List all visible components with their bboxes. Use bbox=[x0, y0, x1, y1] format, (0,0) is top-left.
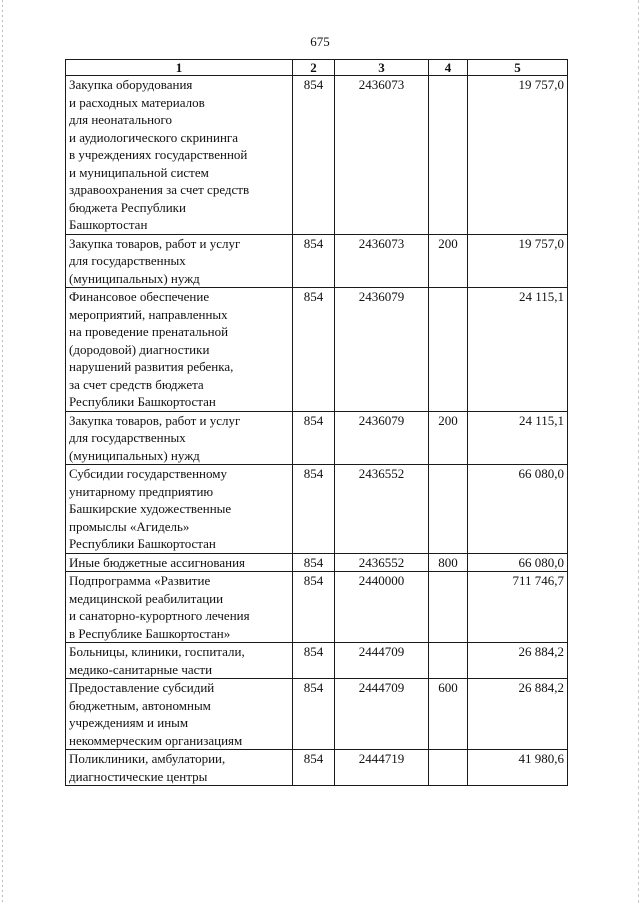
row-code-3-cell: 2436552 bbox=[335, 553, 429, 572]
table-row bbox=[66, 643, 568, 679]
table-row bbox=[66, 553, 568, 572]
row-code-4-cell bbox=[429, 76, 468, 235]
row-code-2-cell: 854 bbox=[293, 553, 335, 572]
row-code-2-cell: 854 bbox=[293, 465, 335, 554]
row-code-4-cell bbox=[429, 572, 468, 643]
row-code-2-cell: 854 bbox=[293, 76, 335, 235]
table-body bbox=[66, 76, 568, 786]
row-code-2-cell: 854 bbox=[293, 643, 335, 679]
row-code-3-cell: 2436079 bbox=[335, 411, 429, 465]
header-col-5: 5 bbox=[468, 60, 568, 76]
header-col-2: 2 bbox=[293, 60, 335, 76]
row-code-3-cell: 2440000 bbox=[335, 572, 429, 643]
page-number: 675 bbox=[310, 34, 330, 49]
row-name-cell: Финансовое обеспечение мероприятий, направленных на проведение пренатальной (дородовой) диагностики нарушений развития ребенка, за счет средств бюджета Республики Башкортостан bbox=[66, 288, 293, 412]
row-code-3-cell: 2436552 bbox=[335, 465, 429, 554]
row-code-2-cell: 854 bbox=[293, 288, 335, 412]
row-code-3-cell: 2444709 bbox=[335, 679, 429, 750]
row-name-cell: Больницы, клиники, госпитали, медико-санитарные части bbox=[66, 643, 293, 679]
row-code-3-cell: 2436073 bbox=[335, 234, 429, 288]
table-row bbox=[66, 465, 568, 554]
row-code-4-cell bbox=[429, 750, 468, 786]
header-col-4: 4 bbox=[429, 60, 468, 76]
header-col-1: 1 bbox=[66, 60, 293, 76]
row-code-4-cell bbox=[429, 643, 468, 679]
row-name-cell: Иные бюджетные ассигнования bbox=[66, 553, 293, 572]
row-code-4-cell bbox=[429, 465, 468, 554]
row-name-cell: Закупка товаров, работ и услуг для государственных (муниципальных) нужд bbox=[66, 411, 293, 465]
row-code-2-cell: 854 bbox=[293, 572, 335, 643]
row-amount-cell: 41 980,6 bbox=[468, 750, 568, 786]
row-code-2-cell: 854 bbox=[293, 234, 335, 288]
row-code-3-cell: 2444719 bbox=[335, 750, 429, 786]
scan-edge-left bbox=[2, 0, 3, 905]
row-name-cell: Закупка оборудования и расходных материалов для неонатального и аудиологического скрининга в учреждениях государственной и муниципальной систем здравоохранения за счет средств бюджета Республики Башкортостан bbox=[66, 76, 293, 235]
row-code-4-cell bbox=[429, 288, 468, 412]
row-amount-cell: 26 884,2 bbox=[468, 679, 568, 750]
budget-table bbox=[65, 59, 568, 786]
row-amount-cell: 711 746,7 bbox=[468, 572, 568, 643]
table-row bbox=[66, 679, 568, 750]
row-code-4-cell: 800 bbox=[429, 553, 468, 572]
row-amount-cell: 19 757,0 bbox=[468, 234, 568, 288]
row-amount-cell: 66 080,0 bbox=[468, 553, 568, 572]
row-name-cell: Предоставление субсидий бюджетным, автономным учреждениям и иным некоммерческим организациям bbox=[66, 679, 293, 750]
row-amount-cell: 19 757,0 bbox=[468, 76, 568, 235]
row-code-3-cell: 2444709 bbox=[335, 643, 429, 679]
row-code-4-cell: 600 bbox=[429, 679, 468, 750]
table-row bbox=[66, 76, 568, 235]
row-name-cell: Поликлиники, амбулатории, диагностические центры bbox=[66, 750, 293, 786]
row-code-4-cell: 200 bbox=[429, 411, 468, 465]
table-row bbox=[66, 288, 568, 412]
row-amount-cell: 66 080,0 bbox=[468, 465, 568, 554]
row-code-2-cell: 854 bbox=[293, 679, 335, 750]
row-code-4-cell: 200 bbox=[429, 234, 468, 288]
row-name-cell: Закупка товаров, работ и услуг для государственных (муниципальных) нужд bbox=[66, 234, 293, 288]
row-code-3-cell: 2436073 bbox=[335, 76, 429, 235]
table-header-row bbox=[66, 60, 568, 76]
row-amount-cell: 24 115,1 bbox=[468, 411, 568, 465]
table-row bbox=[66, 572, 568, 643]
table-row bbox=[66, 234, 568, 288]
row-code-2-cell: 854 bbox=[293, 411, 335, 465]
row-code-3-cell: 2436079 bbox=[335, 288, 429, 412]
row-code-2-cell: 854 bbox=[293, 750, 335, 786]
row-amount-cell: 24 115,1 bbox=[468, 288, 568, 412]
row-amount-cell: 26 884,2 bbox=[468, 643, 568, 679]
row-name-cell: Субсидии государственному унитарному предприятию Башкирские художественные промыслы «Агидель» Республики Башкортостан bbox=[66, 465, 293, 554]
scan-edge-right bbox=[638, 0, 639, 905]
header-col-3: 3 bbox=[335, 60, 429, 76]
row-name-cell: Подпрограмма «Развитие медицинской реабилитации и санаторно-курортного лечения в Республике Башкортостан» bbox=[66, 572, 293, 643]
table-row bbox=[66, 411, 568, 465]
table-row bbox=[66, 750, 568, 786]
